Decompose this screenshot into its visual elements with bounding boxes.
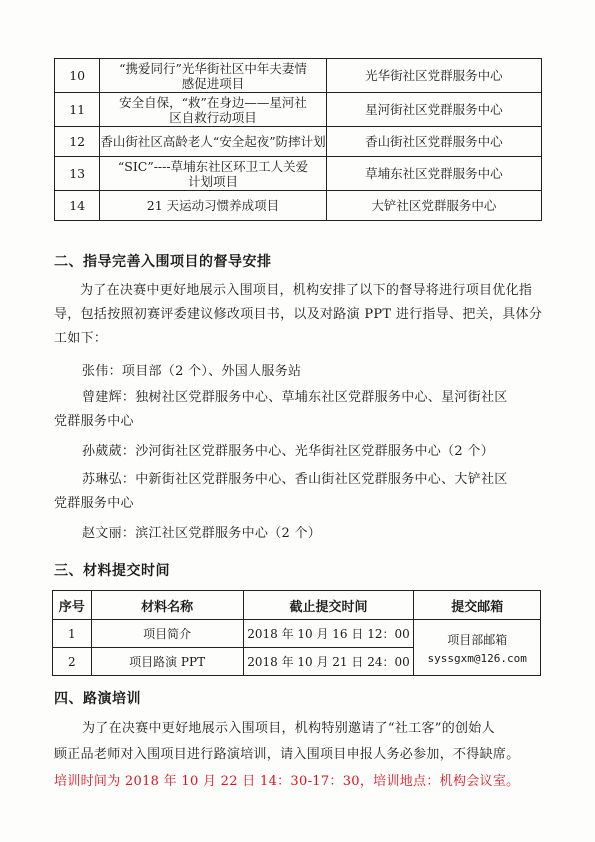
organization: 草埔东社区党群服务中心 xyxy=(326,157,541,191)
materials-table xyxy=(52,590,541,676)
table-row xyxy=(53,620,541,648)
assignment-zengjianhui: 曾建辉：独树社区党群服务中心、草埔东社区党群服务中心、星河街社区 xyxy=(82,390,508,405)
row-number: 1 xyxy=(53,620,92,648)
project-name: “携爱同行”光华街社区中年夫妻情感促进项目 xyxy=(100,59,326,93)
project-name: “SIC”----草埔东社区环卫工人关爱计划项目 xyxy=(100,157,326,191)
email-label: 项目部邮箱 xyxy=(447,632,508,647)
training-schedule: 培训时间为 2018 年 10 月 22 日 14：30-17：30，培训地点：机构会议室。 xyxy=(54,774,520,789)
section4-heading: 四、路演培训 xyxy=(54,691,141,707)
row-number: 14 xyxy=(55,191,100,221)
row-number: 12 xyxy=(55,127,100,157)
assignment-zhaowenli: 赵文丽：滨江社区党群服务中心（2 个） xyxy=(82,526,322,541)
material-name: 项目路演 PPT xyxy=(91,648,243,676)
assignment-sunweiwei: 孙葳葳：沙河街社区党群服务中心、光华街社区党群服务中心（2 个） xyxy=(82,444,495,459)
row-number: 11 xyxy=(55,93,100,127)
header-num: 序号 xyxy=(53,591,92,620)
header-email: 提交邮箱 xyxy=(414,591,541,620)
email-address: syssgxm@126.com xyxy=(427,651,527,665)
row-number: 10 xyxy=(55,59,100,93)
table-row xyxy=(55,93,542,127)
organization: 星河街社区党群服务中心 xyxy=(326,93,541,127)
assignment-sulinhong: 苏琳弘：中新街社区党群服务中心、香山街社区党群服务中心、大铲社区 xyxy=(82,472,508,487)
material-name: 项目简介 xyxy=(91,620,243,648)
organization: 光华街社区党群服务中心 xyxy=(326,59,541,93)
table-row xyxy=(55,157,542,191)
organization: 香山街社区党群服务中心 xyxy=(326,127,541,157)
section4-para-line2: 顾正品老师对入围项目进行路演培训，请入围项目申报人务必参加，不得缺席。 xyxy=(54,747,520,762)
section4-para-line1: 为了在决赛中更好地展示入围项目，机构特别邀请了“社工客”的创始人 xyxy=(82,721,495,736)
project-name: 安全自保，“救”在身边——星河社区自救行动项目 xyxy=(100,93,326,127)
deadline: 2018 年 10 月 21 日 24：00 xyxy=(243,648,414,676)
row-number: 13 xyxy=(55,157,100,191)
header-deadline: 截止提交时间 xyxy=(243,591,414,620)
project-name: 21 天运动习惯养成项目 xyxy=(100,191,326,221)
deadline: 2018 年 10 月 16 日 12：00 xyxy=(243,620,414,648)
assignment-sulinhong-cont: 党群服务中心 xyxy=(54,496,134,511)
organization: 大铲社区党群服务中心 xyxy=(326,191,541,221)
row-number: 2 xyxy=(53,648,92,676)
table-row xyxy=(55,191,542,221)
section3-heading: 三、材料提交时间 xyxy=(54,563,170,579)
projects-table xyxy=(54,58,542,221)
table-row xyxy=(55,127,542,157)
table-header-row xyxy=(53,591,541,620)
email-cell xyxy=(414,620,541,676)
assignment-zhangwei: 张伟：项目部（2 个）、外国人服务站 xyxy=(82,364,302,379)
section2-intro: 为了在决赛中更好地展示入围项目，机构安排了以下的督导将进行项目优化指导，包括按照初赛评委建议修改项目书，以及对路演 PPT 进行指导、把关，具体分工如下： xyxy=(54,283,543,346)
table-row xyxy=(55,59,542,93)
project-name: 香山街社区高龄老人“安全起夜”防摔计划 xyxy=(100,127,326,157)
header-material: 材料名称 xyxy=(91,591,243,620)
assignment-zengjianhui-cont: 党群服务中心 xyxy=(54,414,134,429)
section2-heading: 二、指导完善入围项目的督导安排 xyxy=(54,254,272,270)
